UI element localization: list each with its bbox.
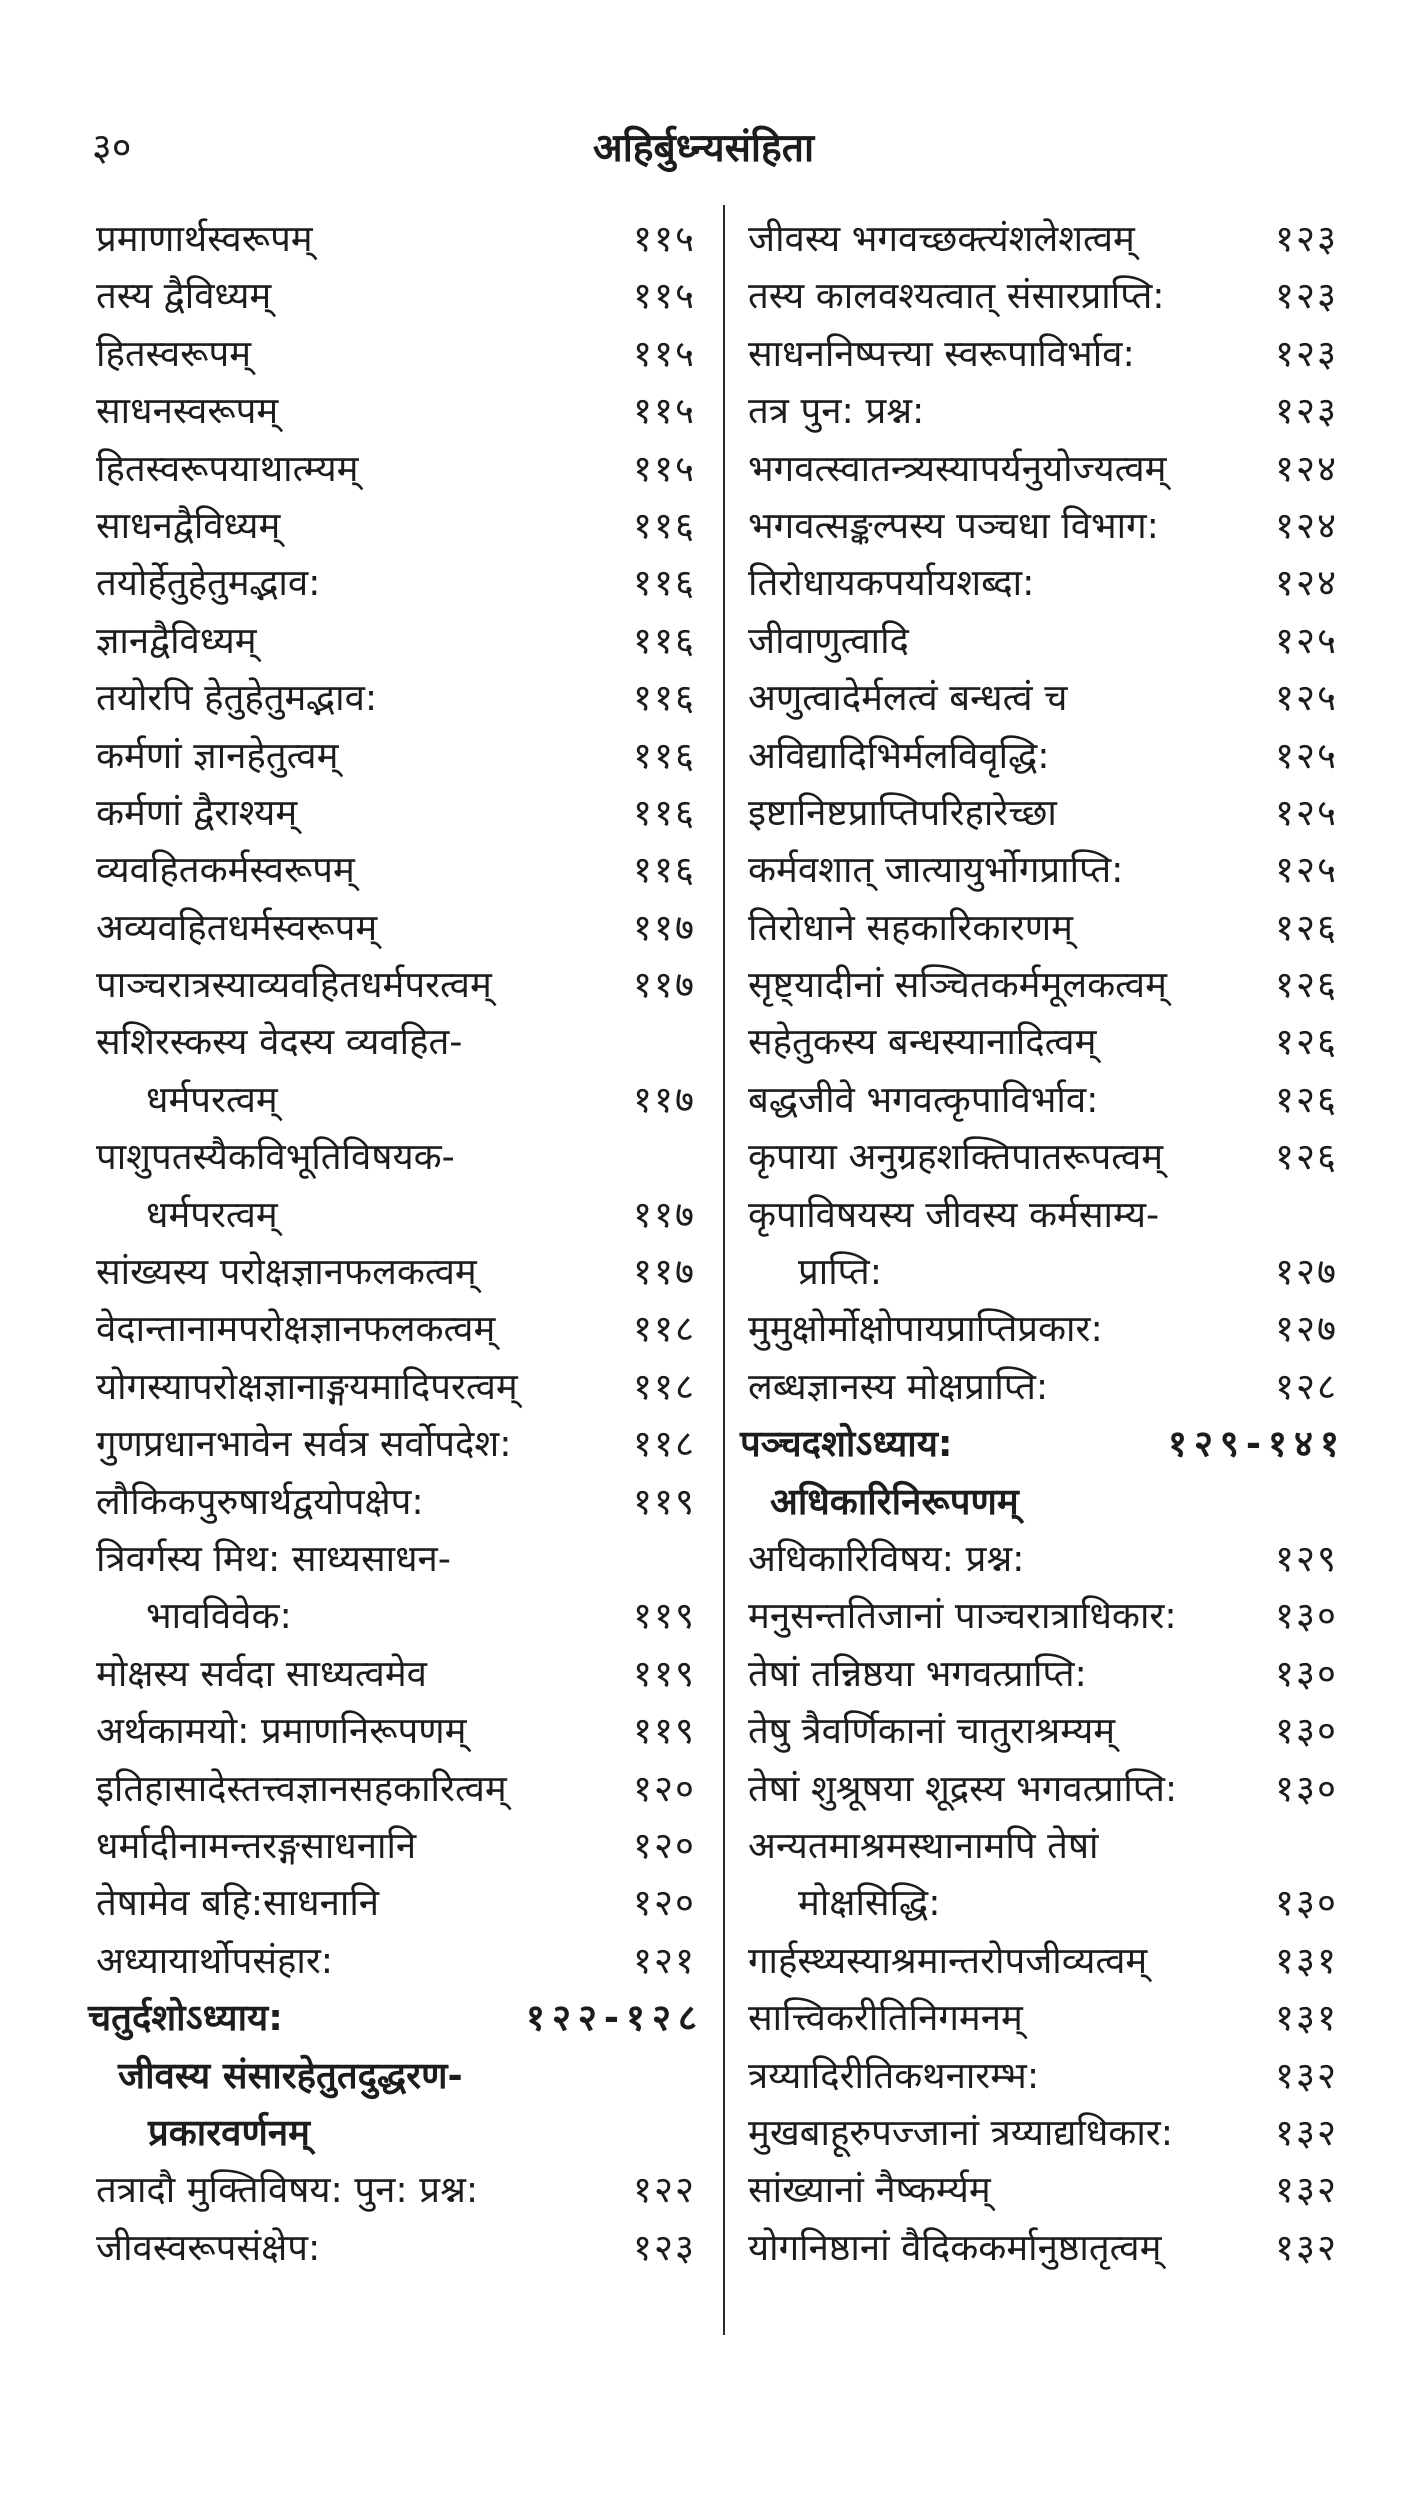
entry-page-number: ११७ xyxy=(633,1192,696,1236)
toc-entry xyxy=(748,1128,1338,1185)
toc-entry-continuation xyxy=(748,1874,1338,1931)
entry-page-number: १२५ xyxy=(1275,676,1338,720)
toc-entry xyxy=(96,1358,696,1415)
toc-entry xyxy=(96,210,696,267)
toc-entry xyxy=(96,1128,696,1185)
entry-page-number: ११७ xyxy=(633,963,696,1007)
entry-title: व्यवहितकर्मस्वरूपम् xyxy=(96,848,355,892)
entry-title: हितस्वरूपम् xyxy=(96,331,252,375)
entry-title: अविद्यादिभिर्मलविवृद्धि: xyxy=(748,733,1050,777)
toc-entry-continuation xyxy=(96,1587,696,1644)
entry-title: अध्यायार्थोपसंहार: xyxy=(96,1938,334,1982)
chapter-heading xyxy=(88,1989,704,2046)
entry-title: सांख्यानां नैष्कर्म्यम् xyxy=(748,2168,991,2212)
entry-title: जीवस्य भगवच्छक्त्यंशलेशत्वम् xyxy=(748,217,1135,260)
toc-entry xyxy=(96,2161,696,2218)
entry-title: पाञ्चरात्रस्याव्यवहितधर्मपरत्वम् xyxy=(96,963,492,1007)
entry-page-number: १२४ xyxy=(1275,503,1338,547)
entry-page-number: १२५ xyxy=(1275,618,1338,662)
entry-page-number: ११८ xyxy=(633,1307,696,1351)
entry-title: पाशुपतस्यैकविभूतिविषयक- xyxy=(96,1135,455,1179)
entry-page-number: १२७ xyxy=(1275,1250,1338,1294)
entry-page-number: १२३ xyxy=(1275,389,1338,433)
entry-title: तिरोधायकपर्यायशब्दा: xyxy=(748,561,1035,605)
entry-title: प्राप्ति: xyxy=(798,1250,883,1294)
toc-entry xyxy=(96,1874,696,1931)
toc-entry xyxy=(748,1932,1338,1989)
toc-entry xyxy=(96,956,696,1013)
toc-entry xyxy=(96,1243,696,1300)
entry-title: मोक्षस्य सर्वदा साध्यत्वमेव xyxy=(96,1651,427,1695)
toc-entry xyxy=(748,210,1338,267)
entry-title: धर्मपरत्वम् xyxy=(146,1192,278,1236)
entry-page-number: ११५ xyxy=(633,389,696,433)
entry-page-number: १२० xyxy=(633,1766,696,1810)
entry-title: कर्मणां द्वैराश्यम् xyxy=(96,790,298,834)
entry-page-number: ११९ xyxy=(633,1709,696,1753)
chapter-page-range: १२९-१४१ xyxy=(1167,1422,1346,1466)
entry-title: वेदान्तानामपरोक्षज्ञानफलकत्वम् xyxy=(96,1307,496,1351)
entry-title: धर्मादीनामन्तरङ्गसाधनानि xyxy=(96,1823,417,1867)
entry-page-number: ११५ xyxy=(633,331,696,375)
entry-title: तस्य कालवश्यत्वात् संसारप्राप्ति: xyxy=(748,274,1165,318)
entry-page-number: १२३ xyxy=(1275,331,1338,375)
entry-title: अणुत्वादेर्मलत्वं बन्धत्वं च xyxy=(748,676,1068,720)
entry-page-number: १२५ xyxy=(1275,790,1338,834)
entry-title: साधनद्वैविध्यम् xyxy=(96,503,281,547)
toc-entry xyxy=(748,440,1338,497)
entry-page-number: ११६ xyxy=(633,561,696,605)
toc-entry xyxy=(748,1013,1338,1070)
toc-entry-continuation xyxy=(96,1071,696,1128)
toc-entry xyxy=(96,1817,696,1874)
entry-title: तेषां तन्निष्ठया भगवत्प्राप्ति: xyxy=(748,1651,1087,1695)
entry-page-number: १२० xyxy=(633,1881,696,1925)
entry-title: गार्हस्थ्यस्याश्रमान्तरोपजीव्यत्वम् xyxy=(748,1938,1148,1982)
entry-title: साधननिष्पत्त्या स्वरूपाविर्भाव: xyxy=(748,331,1135,375)
entry-title: तत्रादौ मुक्तिविषय: पुन: प्रश्न: xyxy=(96,2168,479,2212)
entry-title: तयोर्हेतुहेतुमद्भाव: xyxy=(96,561,321,605)
toc-entry xyxy=(96,325,696,382)
entry-title: तयोरपि हेतुहेतुमद्भाव: xyxy=(96,676,378,720)
entry-title: अधिकारिनिरूपणम् xyxy=(770,1479,1019,1523)
entry-title: त्रिवर्गस्य मिथ: साध्यसाधन- xyxy=(96,1536,451,1580)
entry-title: प्रकारवर्णनम् xyxy=(148,2110,310,2154)
toc-entry-continuation xyxy=(96,1186,696,1243)
page-number: ३० xyxy=(92,125,132,169)
toc-entry xyxy=(748,2219,1338,2276)
entry-title: सशिरस्कस्य वेदस्य व्यवहित- xyxy=(96,1020,463,1064)
entry-page-number: ११६ xyxy=(633,503,696,547)
toc-entry xyxy=(96,1013,696,1070)
entry-title: जीवस्वरूपसंक्षेप: xyxy=(96,2225,321,2269)
entry-page-number: ११६ xyxy=(633,733,696,777)
toc-entry xyxy=(96,554,696,611)
toc-entry xyxy=(748,2161,1338,2218)
entry-page-number: ११६ xyxy=(633,848,696,892)
entry-title: तत्र पुन: प्रश्न: xyxy=(748,389,925,433)
entry-title: योगस्यापरोक्षज्ञानाङ्गयमादिपरत्वम् xyxy=(96,1364,518,1408)
entry-page-number: १२६ xyxy=(1275,1020,1338,1064)
entry-page-number: १३२ xyxy=(1275,2053,1338,2097)
entry-title: लब्धज्ञानस्य मोक्षप्राप्ति: xyxy=(748,1364,1049,1408)
toc-entry xyxy=(748,612,1338,669)
chapter-heading xyxy=(740,1415,1346,1472)
entry-title: तिरोधाने सहकारिकारणम् xyxy=(748,905,1073,949)
toc-entry xyxy=(96,784,696,841)
entry-title: कर्मणां ज्ञानहेतुत्वम् xyxy=(96,733,339,777)
entry-page-number: १२५ xyxy=(1275,848,1338,892)
entry-title: इष्टानिष्टप्राप्तिपरिहारेच्छा xyxy=(748,790,1057,834)
left-column xyxy=(88,210,704,2276)
toc-entry xyxy=(748,956,1338,1013)
entry-title: तस्य द्वैविध्यम् xyxy=(96,274,272,318)
entry-title: ज्ञानद्वैविध्यम् xyxy=(96,618,257,662)
chapter-page-range: १२२-१२८ xyxy=(525,1996,704,2040)
toc-entry xyxy=(96,1760,696,1817)
entry-page-number: १२३ xyxy=(1275,217,1338,260)
entry-page-number: ११६ xyxy=(633,618,696,662)
entry-page-number: १२२ xyxy=(633,2168,696,2212)
entry-page-number: १२७ xyxy=(1275,1307,1338,1351)
page-header xyxy=(0,120,1407,180)
toc-entry xyxy=(96,1300,696,1357)
entry-page-number: १३० xyxy=(1275,1594,1338,1638)
entry-page-number: ११७ xyxy=(633,905,696,949)
toc-entry xyxy=(96,440,696,497)
chapter-topic xyxy=(96,2104,696,2161)
entry-page-number: १२१ xyxy=(633,1938,696,1982)
entry-title: जीवस्य संसारहेतुतदुद्धरण- xyxy=(118,2053,463,2097)
toc-entry xyxy=(96,1932,696,1989)
toc-entry xyxy=(96,497,696,554)
toc-entry xyxy=(748,2104,1338,2161)
entry-title: भावविवेक: xyxy=(146,1594,292,1638)
toc-entry xyxy=(748,1760,1338,1817)
entry-page-number: ११७ xyxy=(633,1250,696,1294)
entry-title: सांख्यस्य परोक्षज्ञानफलकत्वम् xyxy=(96,1250,477,1294)
entry-title: अर्थकामयो: प्रमाणनिरूपणम् xyxy=(96,1709,467,1753)
entry-title: पञ्चदशोऽध्याय: xyxy=(740,1422,953,1466)
toc-entry xyxy=(96,267,696,324)
entry-page-number: १२६ xyxy=(1275,1135,1338,1179)
entry-title: मुखबाहूरुपज्जानां त्रय्याद्यधिकार: xyxy=(748,2110,1173,2154)
entry-title: भगवत्सङ्कल्पस्य पञ्चधा विभाग: xyxy=(748,503,1159,547)
toc-entry xyxy=(748,1645,1338,1702)
toc-entry xyxy=(96,899,696,956)
toc-entry xyxy=(748,669,1338,726)
entry-page-number: ११५ xyxy=(633,274,696,318)
entry-page-number: १२३ xyxy=(1275,274,1338,318)
toc-entry-continuation xyxy=(748,1243,1338,1300)
toc-entry xyxy=(748,899,1338,956)
toc-entry xyxy=(96,612,696,669)
toc-entry xyxy=(748,1587,1338,1644)
right-column xyxy=(740,210,1346,2276)
entry-page-number: ११८ xyxy=(633,1422,696,1466)
entry-page-number: १३२ xyxy=(1275,2110,1338,2154)
entry-title: मुमुक्षोर्मोक्षोपायप्राप्तिप्रकार: xyxy=(748,1307,1103,1351)
entry-title: प्रमाणार्थस्वरूपम् xyxy=(96,217,313,260)
entry-page-number: १२४ xyxy=(1275,446,1338,490)
entry-title: धर्मपरत्वम् xyxy=(146,1077,278,1121)
entry-page-number: ११५ xyxy=(633,217,696,260)
entry-title: अव्यवहितधर्मस्वरूपम् xyxy=(96,905,378,949)
entry-page-number: ११९ xyxy=(633,1594,696,1638)
entry-title: तेषामेव बहि:साधनानि xyxy=(96,1881,380,1925)
toc-entry xyxy=(748,382,1338,439)
entry-page-number: १२८ xyxy=(1275,1364,1338,1408)
entry-page-number: १२० xyxy=(633,1823,696,1867)
entry-title: तेषु त्रैवर्णिकानां चातुराश्रम्यम् xyxy=(748,1709,1116,1753)
toc-entry xyxy=(748,1186,1338,1243)
entry-title: सात्त्विकरीतिनिगमनम् xyxy=(748,1996,1023,2040)
toc-entry xyxy=(748,267,1338,324)
entry-page-number: १३२ xyxy=(1275,2225,1338,2269)
toc-entry xyxy=(748,1358,1338,1415)
entry-title: मोक्षसिद्धि: xyxy=(798,1881,941,1925)
toc-entry xyxy=(96,1415,696,1472)
toc-entry xyxy=(96,1645,696,1702)
toc-entry xyxy=(748,554,1338,611)
entry-title: अधिकारिविषय: प्रश्न: xyxy=(748,1536,1025,1580)
entry-page-number: १३० xyxy=(1275,1881,1338,1925)
toc-entry xyxy=(748,1530,1338,1587)
entry-title: साधनस्वरूपम् xyxy=(96,389,279,433)
entry-title: कर्मवशात् जात्यायुर्भोगप्राप्ति: xyxy=(748,848,1124,892)
entry-title: लौकिकपुरुषार्थद्वयोपक्षेप: xyxy=(96,1479,424,1523)
entry-page-number: १२६ xyxy=(1275,905,1338,949)
toc-entry xyxy=(748,841,1338,898)
entry-page-number: ११९ xyxy=(633,1651,696,1695)
entry-title: योगनिष्ठानां वैदिककर्मानुष्ठातृत्वम् xyxy=(748,2225,1162,2269)
toc-entry xyxy=(748,784,1338,841)
toc-entry xyxy=(748,1300,1338,1357)
chapter-topic xyxy=(96,2047,696,2104)
toc-entry xyxy=(96,382,696,439)
toc-entry xyxy=(748,497,1338,554)
entry-page-number: ११७ xyxy=(633,1077,696,1121)
entry-page-number: ११६ xyxy=(633,790,696,834)
toc-entry xyxy=(748,1817,1338,1874)
toc-entry xyxy=(748,1989,1338,2046)
entry-title: सहेतुकस्य बन्धस्यानादित्वम् xyxy=(748,1020,1097,1064)
entry-page-number: ११६ xyxy=(633,676,696,720)
toc-entry xyxy=(96,727,696,784)
entry-page-number: १२६ xyxy=(1275,1077,1338,1121)
entry-page-number: १२९ xyxy=(1275,1536,1338,1580)
entry-page-number: १३१ xyxy=(1275,1996,1338,2040)
entry-page-number: १३० xyxy=(1275,1766,1338,1810)
entry-page-number: १३१ xyxy=(1275,1938,1338,1982)
entry-page-number: ११८ xyxy=(633,1364,696,1408)
entry-title: कृपाया अनुग्रहशक्तिपातरूपत्वम् xyxy=(748,1135,1164,1179)
entry-title: तेषां शुश्रूषया शूद्रस्य भगवत्प्राप्ति: xyxy=(748,1766,1178,1810)
entry-title: गुणप्रधानभावेन सर्वत्र सर्वोपदेश: xyxy=(96,1422,512,1466)
entry-page-number: १२४ xyxy=(1275,561,1338,605)
entry-title: त्रय्यादिरीतिकथनारम्भ: xyxy=(748,2053,1040,2097)
entry-page-number: १२६ xyxy=(1275,963,1338,1007)
toc-entry xyxy=(748,1702,1338,1759)
toc-entry xyxy=(96,841,696,898)
entry-title: जीवाणुत्वादि xyxy=(748,618,909,662)
entry-title: अन्यतमाश्रमस्थानामपि तेषां xyxy=(748,1823,1099,1867)
entry-page-number: ११९ xyxy=(633,1479,696,1523)
entry-title: चतुर्दशोऽध्याय: xyxy=(88,1996,283,2040)
running-title: अहिर्बुध्न्यसंहिता xyxy=(592,126,815,171)
entry-page-number: १३० xyxy=(1275,1709,1338,1753)
entry-page-number: १३२ xyxy=(1275,2168,1338,2212)
entry-title: भगवत्स्वातन्त्र्यस्यापर्यनुयोज्यत्वम् xyxy=(748,446,1167,490)
entry-title: सृष्ट्यादीनां सञ्चितकर्ममूलकत्वम् xyxy=(748,963,1167,1007)
entry-page-number: ११५ xyxy=(633,446,696,490)
entry-page-number: १३० xyxy=(1275,1651,1338,1695)
toc-entry xyxy=(96,1530,696,1587)
toc-entry xyxy=(748,727,1338,784)
entry-title: मनुसन्ततिजानां पाञ्चरात्राधिकार: xyxy=(748,1594,1177,1638)
toc-entry xyxy=(96,1702,696,1759)
entry-title: कृपाविषयस्य जीवस्य कर्मसाम्य- xyxy=(748,1192,1160,1236)
toc-entry xyxy=(96,669,696,726)
toc-entry xyxy=(96,1473,696,1530)
chapter-topic xyxy=(748,1473,1338,1530)
entry-title: बद्धजीवे भगवत्कृपाविर्भाव: xyxy=(748,1077,1099,1121)
entry-title: हितस्वरूपयाथात्म्यम् xyxy=(96,446,359,490)
entry-page-number: १२३ xyxy=(633,2225,696,2269)
column-divider xyxy=(723,205,725,2335)
entry-page-number: १२५ xyxy=(1275,733,1338,777)
toc-entry xyxy=(96,2219,696,2276)
entry-title: इतिहासादेस्तत्त्वज्ञानसहकारित्वम् xyxy=(96,1766,507,1810)
toc-entry xyxy=(748,1071,1338,1128)
toc-entry xyxy=(748,2047,1338,2104)
toc-entry xyxy=(748,325,1338,382)
